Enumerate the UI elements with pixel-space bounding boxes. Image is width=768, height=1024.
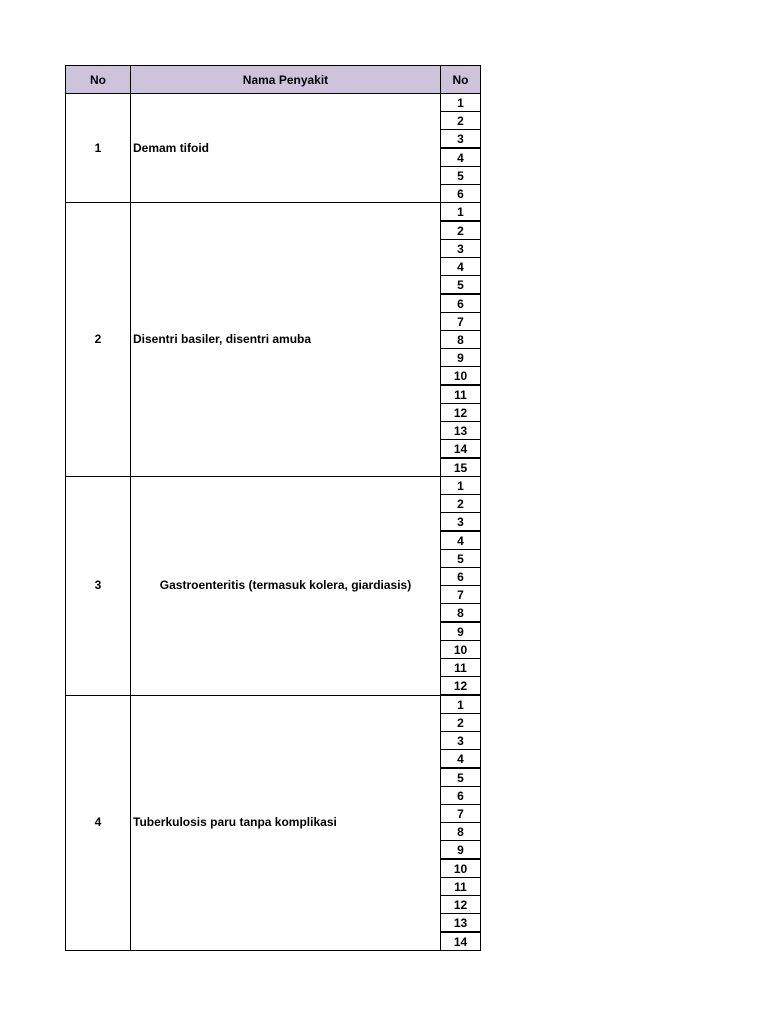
sub-number-cell: 6 xyxy=(440,567,481,586)
sub-number-cell: 4 xyxy=(440,531,481,550)
sub-number-cell: 5 xyxy=(440,275,481,294)
sub-number-cell: 4 xyxy=(440,148,481,167)
sub-number-cell: 12 xyxy=(440,676,481,695)
sub-number-cell: 9 xyxy=(440,622,481,641)
sub-number-cell: 11 xyxy=(440,658,481,677)
row-number: 4 xyxy=(94,815,102,830)
disease-name: Tuberkulosis paru tanpa komplikasi xyxy=(133,815,337,830)
sub-number-cell: 1 xyxy=(440,93,481,112)
sub-number-cell: 12 xyxy=(440,403,481,422)
sub-number-cell: 8 xyxy=(440,822,481,841)
sub-number-cell: 4 xyxy=(440,749,481,768)
sub-number-cell: 7 xyxy=(440,585,481,604)
row-separator xyxy=(65,950,440,951)
disease-name: Gastroenteritis (termasuk kolera, giardiasis) xyxy=(159,578,412,593)
disease-name: Disentri basiler, disentri amuba xyxy=(133,332,312,347)
sub-number-cell: 2 xyxy=(440,494,481,513)
sub-number-cell: 10 xyxy=(440,366,481,385)
sub-number-cell: 15 xyxy=(440,458,481,477)
sub-number-cell: 8 xyxy=(440,330,481,349)
sub-number-cell: 3 xyxy=(440,239,481,258)
sub-number-cell: 2 xyxy=(440,713,481,732)
sub-number-cell: 6 xyxy=(440,184,481,203)
sub-number-cell: 9 xyxy=(440,840,481,859)
sub-number-cell: 4 xyxy=(440,257,481,276)
sub-number-cell: 10 xyxy=(440,859,481,878)
row-number: 2 xyxy=(94,332,102,347)
sub-number-cell: 7 xyxy=(440,804,481,823)
header-sub-no: No xyxy=(440,65,481,94)
row-number: 3 xyxy=(94,578,102,593)
sub-number-cell: 13 xyxy=(440,421,481,440)
sub-number-cell: 1 xyxy=(440,202,481,221)
sub-number-cell: 9 xyxy=(440,348,481,367)
sub-number-cell: 2 xyxy=(440,221,481,240)
sub-number-cell: 1 xyxy=(440,476,481,495)
disease-name: Demam tifoid xyxy=(133,140,210,155)
row-number: 1 xyxy=(94,140,102,155)
sub-number-cell: 13 xyxy=(440,913,481,932)
sub-number-cell: 3 xyxy=(440,512,481,531)
sub-number-cell: 6 xyxy=(440,786,481,805)
sub-number-cell: 8 xyxy=(440,603,481,622)
sub-number-cell: 7 xyxy=(440,312,481,331)
sub-number-cell: 14 xyxy=(440,439,481,458)
sub-number-cell: 1 xyxy=(440,695,481,714)
sub-number-cell: 11 xyxy=(440,385,481,404)
sub-number-cell: 5 xyxy=(440,549,481,568)
sub-number-cell: 12 xyxy=(440,895,481,914)
sub-number-cell: 11 xyxy=(440,877,481,896)
sub-number-cell: 10 xyxy=(440,640,481,659)
sub-number-cell: 3 xyxy=(440,129,481,148)
sub-number-cell: 3 xyxy=(440,731,481,750)
sub-number-cell: 2 xyxy=(440,111,481,130)
sub-number-cell: 6 xyxy=(440,294,481,313)
header-no: No xyxy=(65,65,131,94)
sub-number-cell: 5 xyxy=(440,166,481,185)
sub-number-cell: 5 xyxy=(440,768,481,787)
sub-number-cell: 14 xyxy=(440,932,481,951)
header-nama-penyakit: Nama Penyakit xyxy=(130,65,441,94)
